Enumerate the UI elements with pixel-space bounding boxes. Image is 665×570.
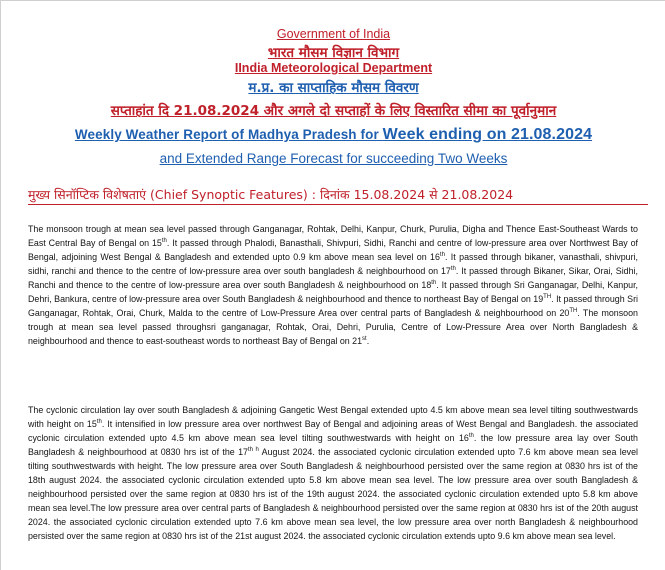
p2-sup: th	[468, 433, 474, 440]
forecast-hindi-heading: सप्ताहांत दि 21.08.2024 और अगले दो सप्ताहों के लिए विस्तारित सीमा का पूर्वानुमान	[110, 103, 557, 119]
p2-sup: th h	[247, 447, 259, 454]
p1-text: . It passed through Sri Ganganagar, Delhi, Kanpur, Dehri, Bankura, centre of low-pressure area over South Bangladesh & neighbourhood and thence to northeast Bay of Bengal on 19	[28, 280, 638, 304]
imd-english-heading: IIndia Meteorological Department	[234, 61, 433, 75]
extended-range-line: and Extended Range Forecast for succeeding Two Weeks	[159, 151, 508, 166]
p1-sup: TH	[543, 294, 552, 301]
p1-sup: th	[431, 280, 437, 287]
p1-sup: th	[450, 266, 456, 273]
p1-text: . The monsoon trough at mean sea level passed throughsri ganganagar, Rohtak, Orai, Dehri, Purulia, Centre of Low-Pressure Area over North Bangladesh & neighbourhood and thence to east-southeast words to northeast Bay of Bengal on 21	[28, 308, 638, 346]
cyclonic-circulation-paragraph	[28, 403, 638, 543]
p1-text: . It passed through Bikaner, Sikar, Orai, Sidhi, Ranchi and thence to the centre of low-pressure area over south Bangladesh & neighbourhood on 18	[28, 266, 638, 290]
weekly-title-prefix: Weekly Weather Report of Madhya Pradesh for	[74, 127, 383, 142]
p2-text: . It intensified in low pressure area over northwest Bay of Bengal and adjoining areas of West Bengal and Bangladesh. the associated cyclonic circulation extended upto 4.5 km above mean sea level tilting southwestwards with height on 16	[28, 419, 639, 443]
imd-hindi-heading: भारत मौसम विज्ञान विभाग	[267, 45, 400, 61]
p1-sup: th	[161, 238, 167, 245]
report-hindi-heading: म.प्र. का साप्ताहिक मौसम विवरण	[248, 80, 419, 96]
monsoon-trough-paragraph	[28, 222, 638, 348]
govt-of-india-heading: Government of India	[276, 27, 391, 41]
weekly-title-week: Week ending on 21.08.2024	[382, 126, 593, 143]
p1-sup: st	[362, 336, 367, 343]
chief-synoptic-heading: मुख्य सिनॉप्टिक विशेषताएं (Chief Synoptic Features) : दिनांक 15.08.2024 से 21.08.2024	[28, 186, 648, 205]
p1-text: .	[366, 336, 370, 346]
p1-text: . It passed through bikaner, vanasthali, shivpuri, sidhi, ranchi and thence to the centre of low-pressure area over south bangladesh & neighbourhood on 17	[28, 252, 638, 276]
p1-text: . It passed through Sri Ganganagar, Rohtak, Orai, Churk, Malda to the centre of Low-Pressure Area over central parts of Bangladesh & neighbourhood on 20	[28, 294, 638, 318]
weekly-report-title	[1, 126, 665, 144]
p2-sup: th	[96, 419, 102, 426]
p1-sup: th	[439, 252, 445, 259]
p2-text: . the low pressure area lay over South Bangladesh & neighbourhood at 0830 hrs ist of the 17	[28, 433, 638, 457]
p1-text: The monsoon trough at mean sea level passed through Ganganagar, Rohtak, Delhi, Kanpur, Churk, Purulia, Digha and Thence East-Southeast Wards to East Central Bay of Bengal on 15	[28, 224, 638, 248]
p2-text: The cyclonic circulation lay over south Bangladesh & adjoining Gangetic West Bengal extended upto 4.5 km above mean sea level tilting southwestwards with height on 15	[28, 405, 638, 429]
p2-text: August 2024. the associated cyclonic circulation extended upto 7.6 km above mean sea level tilting southwestwards with height. The low pressure area over South Bangladesh & neighbourhood persisted over the same region at 0830 hrs ist of the 18th august 2024. the associated cyclonic circulation extended upto 5.8 km above mean sea level. The low pressure area over south Bangladesh & neighbourhood persisted over the same region at 0830 hrs ist of the 19th august 2024. the associated cyclonic circulation extended upto 5.8 km above mean sea level.The low pressure area over central parts of Bangladesh & neighbourhood persisted over the same region at 0830 hrs ist of the 20th august 2024. the associated cyclonic circulation extended upto 7.6 km above mean sea level, the low pressure area over north Bangladesh & neighbourhood persisted over the same region at 0830 hrs ist of the 21st august 2024. the associated cyclonic circulation extends upto 9.6 km above mean sea level.	[28, 447, 638, 541]
p1-sup: TH	[569, 308, 578, 315]
p1-text: . It passed through Phalodi, Banasthali, Shivpuri, Sidhi, Ranchi and centre of low-pressure area over Northwest Bay of Bengal, adjoining West Bengal & Bangladesh and extended upto 0.9 km above mean sea level on 16	[28, 238, 638, 262]
